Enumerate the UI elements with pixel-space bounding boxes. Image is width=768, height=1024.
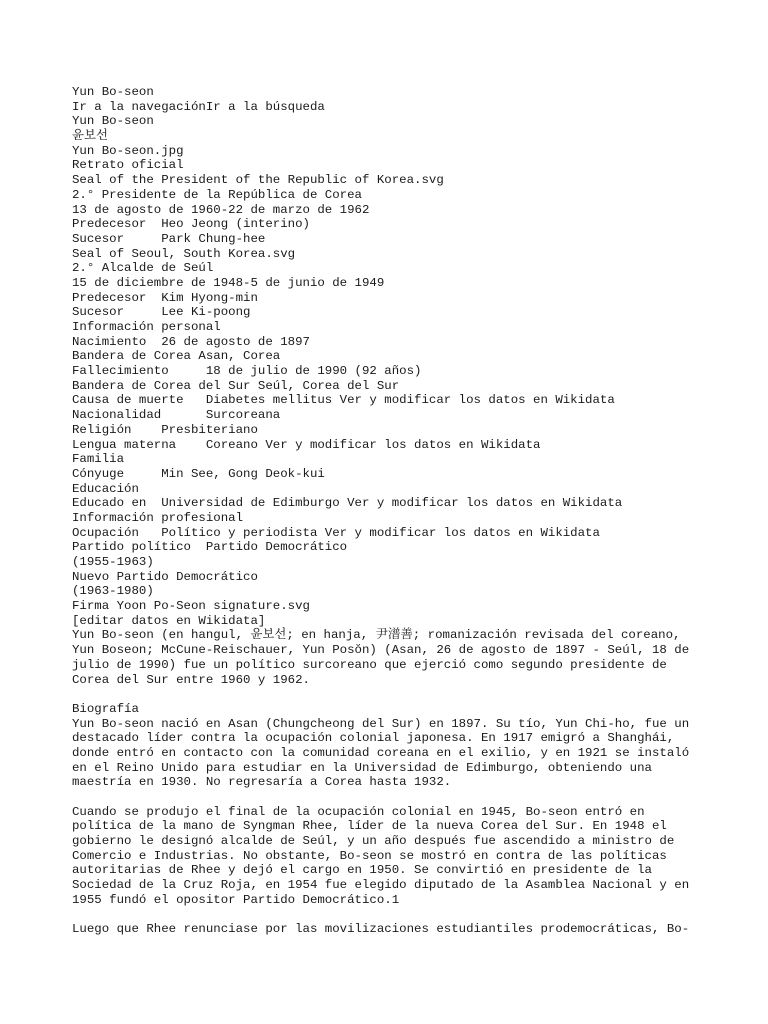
text-line: en el Reino Unido para estudiar en la Universidad de Edimburgo, obteniendo una (72, 760, 652, 775)
text-line: gobierno le designó alcalde de Seúl, y un año después fue ascendido a ministro de (72, 834, 675, 849)
text-line: Información profesional (72, 510, 244, 525)
text-line: Familia (72, 452, 125, 467)
text-line: Corea del Sur entre 1960 y 1962. (72, 672, 310, 687)
text-line: Partido político Partido Democrático (72, 540, 348, 555)
text-line: Bandera de Corea Asan, Corea (72, 349, 281, 364)
text-line: Yun Bo-seon.jpg (72, 143, 184, 158)
text-line: Predecesor Heo Jeong (interino) (72, 217, 310, 232)
text-line: 15 de diciembre de 1948-5 de junio de 1949 (72, 275, 385, 290)
text-line: Yun Bo-seon (en hangul, 윤보선; en hanja, 尹潽善; romanización revisada del coreano, (72, 628, 681, 643)
text-line: 2.° Presidente de la República de Corea (72, 187, 362, 202)
blank-line (72, 687, 712, 702)
text-line: Yun Boseon; McCune-Reischauer, Yun Posŏn) (Asan, 26 de agosto de 1897 - Seúl, 18 de (72, 643, 690, 658)
text-line: Información personal (72, 320, 221, 334)
text-line: política de la mano de Syngman Rhee, líder de la nueva Corea del Sur. En 1948 el (72, 819, 667, 834)
text-line: Seal of the President of the Republic of Korea.svg (72, 173, 444, 188)
text-line: donde entró en contacto con la comunidad coreana en el exilio, y en 1921 se instaló (72, 745, 690, 760)
text-line: Educado en Universidad de Edimburgo Ver y modificar los datos en Wikidata (72, 496, 623, 511)
text-line: Causa de muerte Diabetes mellitus Ver y modificar los datos en Wikidata (72, 393, 615, 408)
text-line: Yun Bo-seon (72, 85, 154, 99)
text-line: Predecesor Kim Hyong-min (72, 290, 258, 305)
text-line: destacado líder contra la ocupación colonial japonesa. En 1917 emigró a Shanghái, (72, 731, 675, 746)
text-line: Yun Bo-seon (72, 114, 154, 129)
text-line: Sucesor Lee Ki-poong (72, 305, 251, 320)
document-text (72, 85, 712, 937)
text-line: maestría en 1930. No regresaría a Corea hasta 1932. (72, 775, 452, 790)
text-line: 2.° Alcalde de Seúl (72, 261, 214, 276)
text-line: Ocupación Político y periodista Ver y modificar los datos en Wikidata (72, 525, 600, 540)
text-line: (1955-1963) (72, 555, 154, 569)
text-line: 13 de agosto de 1960-22 de marzo de 1962 (72, 202, 370, 217)
text-line: julio de 1990) fue un político surcoreano que ejerció como segundo presidente de (72, 657, 667, 672)
text-line: Retrato oficial (72, 158, 184, 173)
text-line: 윤보선 (72, 129, 108, 144)
text-line: Lengua materna Coreano Ver y modificar los datos en Wikidata (72, 437, 541, 452)
text-line: Luego que Rhee renunciase por las movilizaciones estudiantiles prodemocráticas, Bo- (72, 922, 690, 937)
text-line: Religión Presbiteriano (72, 422, 258, 437)
blank-line (72, 790, 712, 805)
text-line: [editar datos en Wikidata] (72, 613, 266, 628)
text-line: Sociedad de la Cruz Roja, en 1954 fue elegido diputado de la Asamblea Nacional y en (72, 878, 690, 893)
text-line: Nacimiento 26 de agosto de 1897 (72, 334, 310, 349)
text-line: Ir a la navegaciónIr a la búsqueda (72, 99, 325, 114)
text-line: (1963-1980) (72, 584, 154, 599)
blank-line (72, 908, 712, 923)
text-line: Yun Bo-seon nació en Asan (Chungcheong del Sur) en 1897. Su tío, Yun Chi-ho, fue un (72, 716, 690, 731)
text-line: Sucesor Park Chung-hee (72, 231, 266, 246)
text-line: Bandera de Corea del Sur Seúl, Corea del Sur (72, 378, 400, 393)
text-line: Cuando se produjo el final de la ocupación colonial en 1945, Bo-seon entró en (72, 804, 645, 819)
text-line: autoritarias de Rhee y dejó el cargo en 1950. Se convirtió en presidente de la (72, 863, 652, 878)
text-line: Cónyuge Min See, Gong Deok-kui (72, 466, 325, 481)
text-line: Seal of Seoul, South Korea.svg (72, 246, 296, 261)
text-line: Nuevo Partido Democrático (72, 569, 258, 584)
text-line: Comercio e Industrias. No obstante, Bo-seon se mostró en contra de las políticas (72, 848, 667, 863)
text-line: Educación (72, 481, 139, 496)
text-line: Nacionalidad Surcoreana (72, 408, 281, 423)
text-line: 1955 fundó el opositor Partido Democrático.1 (72, 892, 400, 907)
text-line: Biografía (72, 701, 139, 716)
text-line: Firma Yoon Po-Seon signature.svg (72, 599, 310, 614)
text-line: Fallecimiento 18 de julio de 1990 (92 años) (72, 364, 422, 379)
